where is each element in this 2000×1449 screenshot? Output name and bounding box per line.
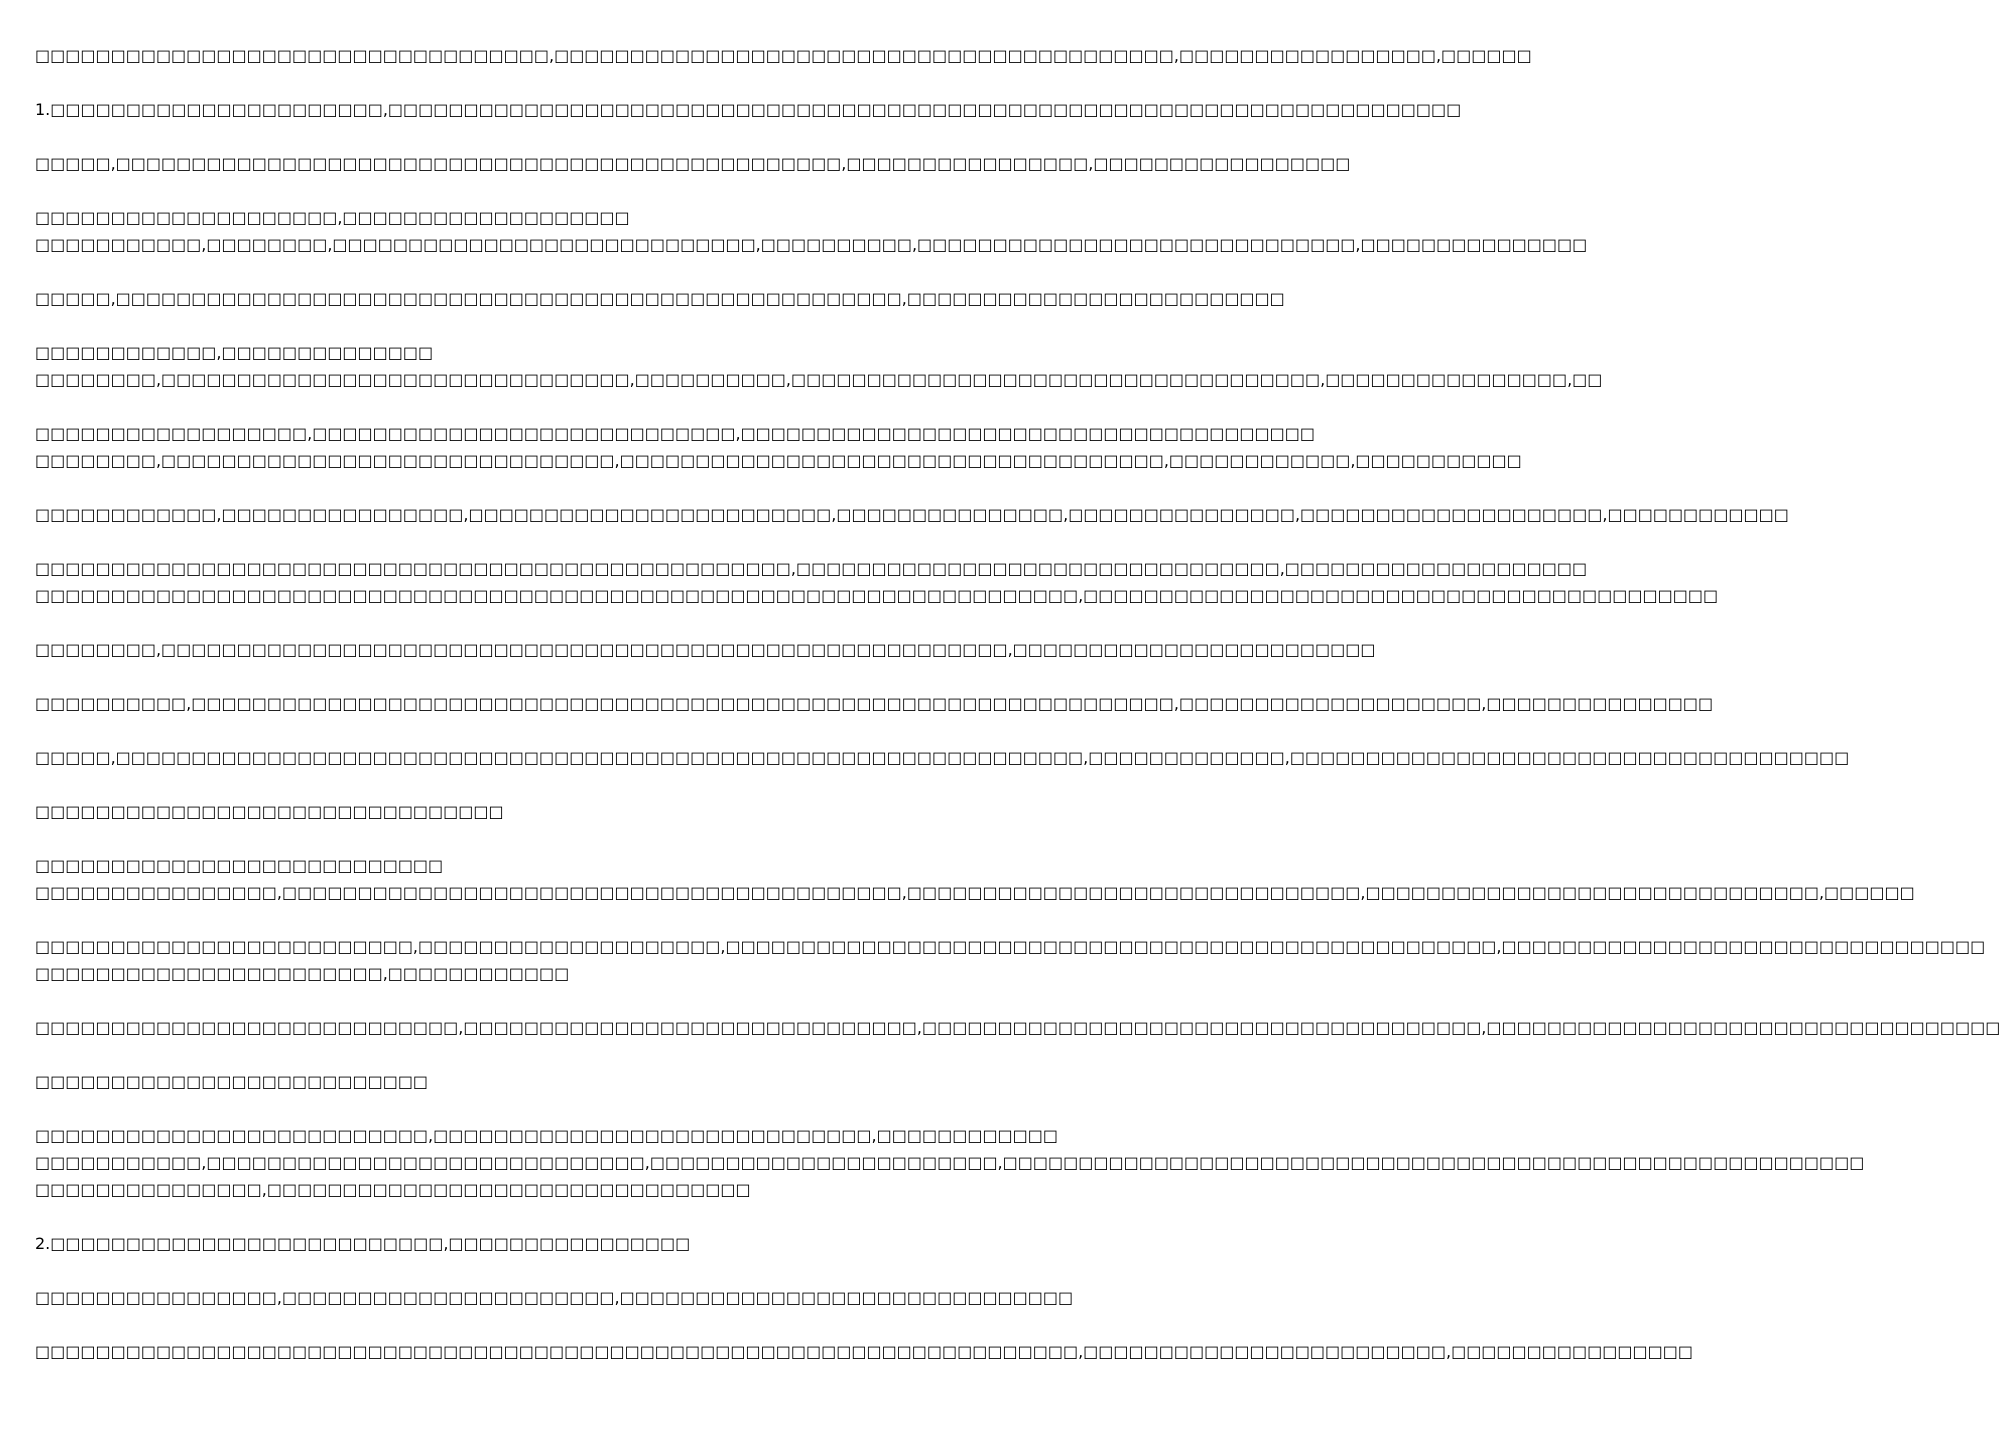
text-line: 1.□□□□□□□□□□□□□□□□□□□□□□,□□□□□□□□□□□□□□□□□□□□□□□□□□□□□□□□□□□□□□□□□□□□□□□□□□□□□□□□□□□□□□□□□□□□□□□: [35, 100, 1462, 119]
text-line: □□□□□□□□□□□□□□□□□□□□□□□□□□: [35, 1072, 429, 1091]
text-line: □□□□□□□□□□□□□□□□□□□□□□□,□□□□□□□□□□□□: [35, 964, 570, 983]
paragraph-gap: [35, 1041, 989, 1068]
text-line: □□□□□□□□□□□,□□□□□□□□□□□□□□□□□□□□□□□□□□□□□,□□□□□□□□□□□□□□□□□□□□□□□,□□□□□□□□□□□□□□□□□□□□□□□□□□□□□□□□□□□□□□□□□□□□□□□□□□□□□□□□□: [35, 1153, 1865, 1172]
paragraph-gap: [35, 1311, 989, 1338]
text-line: □□□□□□□□□□□□,□□□□□□□□□□□□□□□□,□□□□□□□□□□□□□□□□□□□□□□□□,□□□□□□□□□□□□□□□,□□□□□□□□□□□□□□□,□□□□□□□□□□□□□□□□□□□□,□□□□□□□□□□□□: [35, 505, 1789, 524]
text-line: □□□□□□□□□□□□□□□□□□□□□□□□□□□□□□□□□□□□□□□□□□□□□□□□□□□□□□□□□□□□□□□□□□□□□,□□□□□□□□□□□□□□□□□□□□□□□□□□□□□□□□□□□□□□□□□□: [35, 586, 1719, 605]
text-line: □□□□□□□□□□□□□□□□□□□□□□□□□□,□□□□□□□□□□□□□□□□□□□□□□□□□□□□□,□□□□□□□□□□□□: [35, 1126, 1059, 1145]
paragraph-gap: [35, 1257, 989, 1284]
text-line: 2.□□□□□□□□□□□□□□□□□□□□□□□□□□,□□□□□□□□□□□□□□□□: [35, 1234, 691, 1253]
text-line: □□□□□□□□□□,□□□□□□□□□□□□□□□□□□□□□□□□□□□□□□□□□□□□□□□□□□□□□□□□□□□□□□□□□□□□□□□□□,□□□□□□□□□□□□□□□□□□□□,□□□□□□□□□□□□□□□: [35, 694, 1714, 713]
text-line: □□□□□,□□□□□□□□□□□□□□□□□□□□□□□□□□□□□□□□□□□□□□□□□□□□□□□□□□□□□□□□□□□□□□□□,□□□□□□□□□□□□□,□□□□□□□□□□□□□□□□□□□□□□□□□□□□□□□□□□□□□: [35, 748, 1850, 767]
paragraph-gap: [35, 528, 989, 555]
text-line: □□□□□□□□□□□□□□□□□□□□□□□□□□□: [35, 856, 444, 875]
text-line: □□□□□□□□□□□□□□□□□□□□,□□□□□□□□□□□□□□□□□□□: [35, 208, 630, 227]
text-line: □□□□□□□□,□□□□□□□□□□□□□□□□□□□□□□□□□□□□□□,□□□□□□□□□□□□□□□□□□□□□□□□□□□□□□□□□□□□,□□□□□□□□□□□□,□□□□□□□□□□□: [35, 451, 1522, 470]
paragraph-gap: [35, 474, 989, 501]
text-line: □□□□□□□□□□□□□□□□□□□□□□□□□□□□,□□□□□□□□□□□□□□□□□□□□□□□□□□□□□□,□□□□□□□□□□□□□□□□□□□□□□□□□□□□□□□□□□□□□,□□□□□□□□□□□□□□□□□□□□□□□□□□□□□□□□□□: [35, 1018, 2000, 1037]
paragraph-gap: [35, 177, 989, 204]
text-line: □□□□□□□□,□□□□□□□□□□□□□□□□□□□□□□□□□□□□□□□,□□□□□□□□□□,□□□□□□□□□□□□□□□□□□□□□□□□□□□□□□□□□□□,□□□□□□□□□□□□□□□□,□□: [35, 370, 1603, 389]
paragraph-gap: [35, 663, 989, 690]
text-line: □□□□□,□□□□□□□□□□□□□□□□□□□□□□□□□□□□□□□□□□□□□□□□□□□□□□□□□□□□,□□□□□□□□□□□□□□□□□□□□□□□□□: [35, 289, 1285, 308]
paragraph-gap: [35, 123, 989, 150]
paragraph-gap: [35, 393, 989, 420]
text-line: □□□□□□□□□□□□□□□□,□□□□□□□□□□□□□□□□□□□□□□□□□□□□□□□□□□□□□□□□□,□□□□□□□□□□□□□□□□□□□□□□□□□□□□□□,□□□□□□□□□□□□□□□□□□□□□□□□□□□□□□,□□□□□□: [35, 883, 1915, 902]
paragraph-gap: [35, 825, 989, 852]
paragraph-gap: [35, 906, 989, 933]
text-line: □□□□□□□□,□□□□□□□□□□□□□□□□□□□□□□□□□□□□□□□□□□□□□□□□□□□□□□□□□□□□□□□□,□□□□□□□□□□□□□□□□□□□□□□□□: [35, 640, 1376, 659]
text-line: □□□□□□□□□□□,□□□□□□□□,□□□□□□□□□□□□□□□□□□□□□□□□□□□□,□□□□□□□□□□,□□□□□□□□□□□□□□□□□□□□□□□□□□□□□,□□□□□□□□□□□□□□□: [35, 235, 1588, 254]
paragraph-gap: [35, 69, 989, 96]
paragraph-gap: [35, 717, 989, 744]
text-line: □□□□□□□□□□□□□□□□□□,□□□□□□□□□□□□□□□□□□□□□□□□□□□□,□□□□□□□□□□□□□□□□□□□□□□□□□□□□□□□□□□□□□□: [35, 424, 1316, 443]
text-line: □□□□□□□□□□□□□□□□□□□□□□□□□□□□□□□: [35, 802, 504, 821]
text-line: □□□□□,□□□□□□□□□□□□□□□□□□□□□□□□□□□□□□□□□□□□□□□□□□□□□□□□,□□□□□□□□□□□□□□□□,□□□□□□□□□□□□□□□□□: [35, 154, 1351, 173]
paragraph-gap: [35, 1203, 989, 1230]
paragraph-gap: [35, 609, 989, 636]
text-line: □□□□□□□□□□□□,□□□□□□□□□□□□□□: [35, 343, 434, 362]
paragraph-gap: [35, 312, 989, 339]
paragraph-gap: [35, 258, 989, 285]
text-line: □□□□□□□□□□□□□□□□□□□□□□□□□□□□□□□□□□□□□□□□□□□□□□□□□□,□□□□□□□□□□□□□□□□□□□□□□□□□□□□□□□□,□□□□□□□□□□□□□□□□□□□□: [35, 559, 1588, 578]
text-line: □□□□□□□□□□□□□□□,□□□□□□□□□□□□□□□□□□□□□□□□□□□□□□□□: [35, 1180, 751, 1199]
text-line: □□□□□□□□□□□□□□□□□□□□□□□□□,□□□□□□□□□□□□□□□□□□□□,□□□□□□□□□□□□□□□□□□□□□□□□□□□□□□□□□□□□□□□□□□□□□□□□□□□,□□□□□□□□□□□□□□□□□□□□□□□□□□□□□□□□: [35, 937, 1986, 956]
paragraph-gap: [35, 1095, 989, 1122]
paragraph-gap: [35, 771, 989, 798]
paragraph-gap: [35, 987, 989, 1014]
document-body: [35, 42, 2000, 1365]
text-line: □□□□□□□□□□□□□□□□□□□□□□□□□□□□□□□□□□,□□□□□□□□□□□□□□□□□□□□□□□□□□□□□□□□□□□□□□□□□,□□□□□□□□□□□□□□□□□,□□□□□□: [35, 46, 1532, 65]
text-line: □□□□□□□□□□□□□□□□□□□□□□□□□□□□□□□□□□□□□□□□□□□□□□□□□□□□□□□□□□□□□□□□□□□□□,□□□□□□□□□□□□□□□□□□□□□□□□,□□□□□□□□□□□□□□□□: [35, 1342, 1693, 1361]
text-line: □□□□□□□□□□□□□□□□,□□□□□□□□□□□□□□□□□□□□□□,□□□□□□□□□□□□□□□□□□□□□□□□□□□□□□: [35, 1288, 1074, 1307]
